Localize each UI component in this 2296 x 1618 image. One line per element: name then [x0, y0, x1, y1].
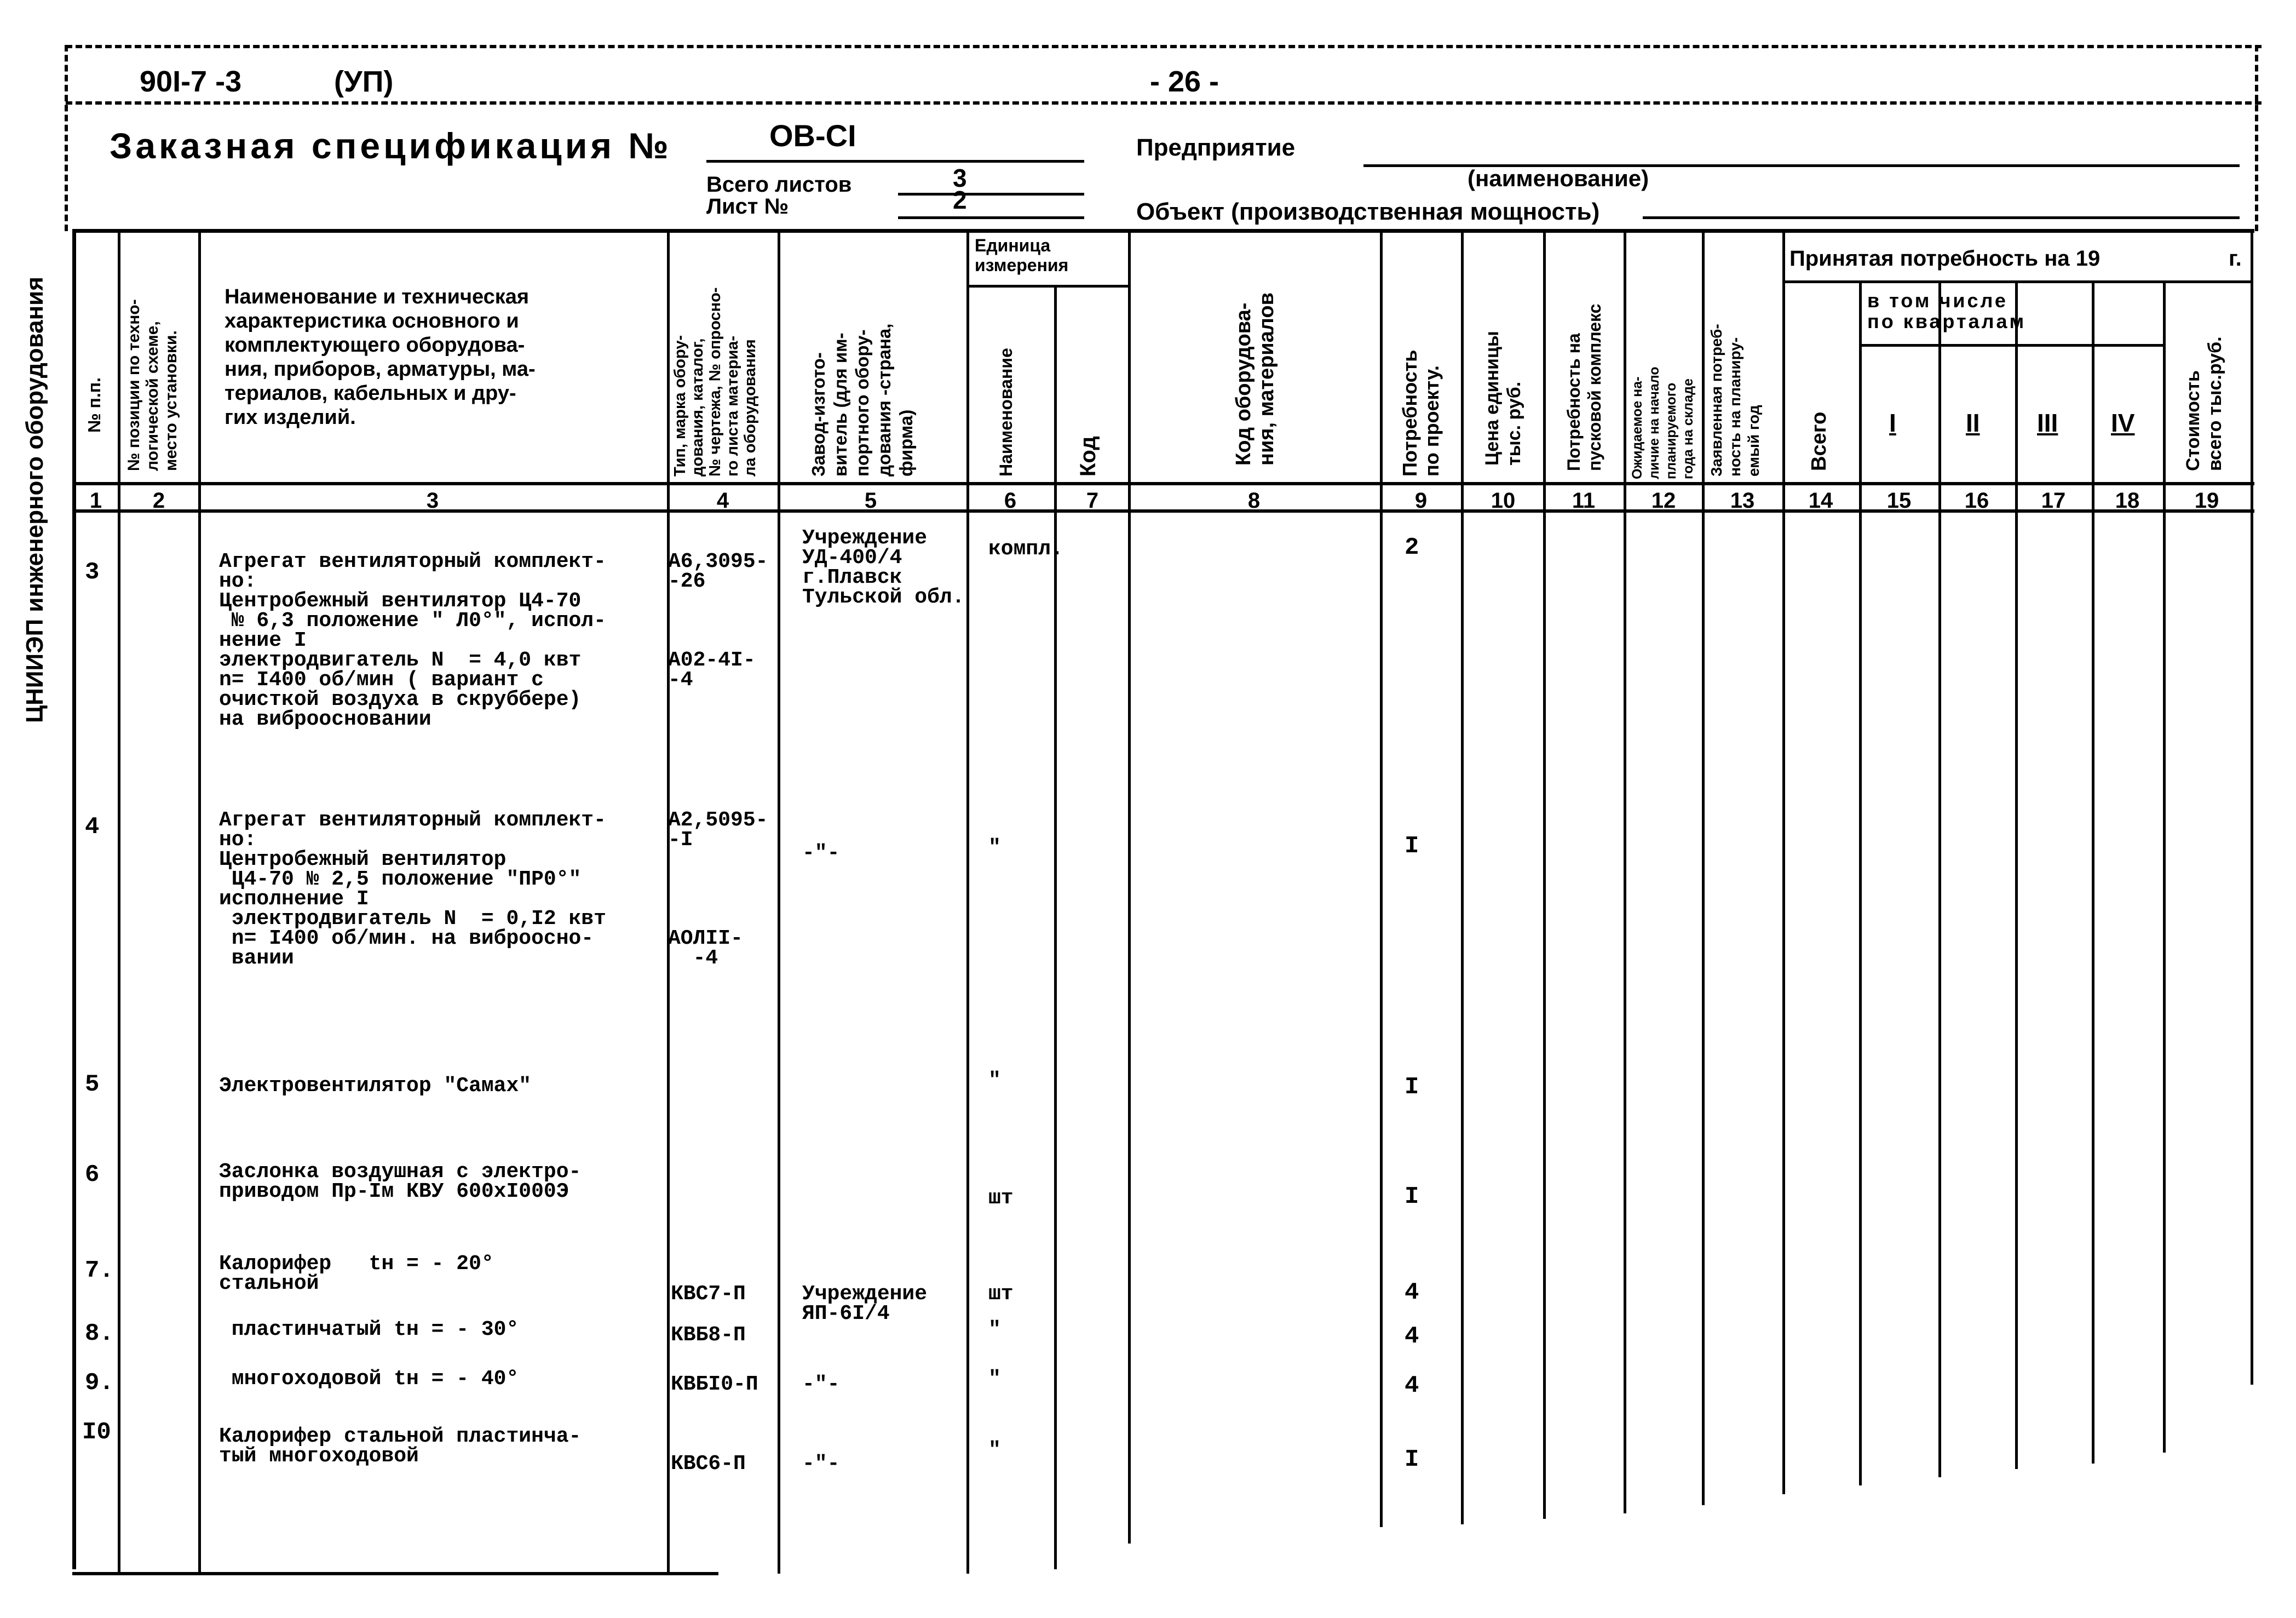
col-header-1: № п.п. — [84, 377, 104, 433]
row-item-name: Агрегат вентиляторный комплект- но: Центробежный вентилятор Ц4-70 № 6,3 положение " Л0°", испол- нение I электродвигатель N = 4,0 квт n= I400 об/мин ( вариант с очисткой воздуха в скруббере) на виброосновании — [219, 550, 606, 731]
quarters-group-header: в том числе по кварталам — [1867, 289, 2027, 332]
col-header-12: Ожидаемое на- личие на начало планируемого года на складе — [1630, 366, 1696, 479]
col-number-11: 11 — [1572, 489, 1596, 513]
col-header-13: Заявленная потреб- ность на планиру- емый год — [1708, 324, 1762, 477]
row-item-unit: " — [988, 1318, 1001, 1341]
row-item-unit: " — [988, 836, 1001, 859]
row-item-qty: 4 — [1405, 1372, 1419, 1399]
col-header-19: Стоимость всего тыс.руб. — [2183, 336, 2225, 471]
row-number: I0 — [82, 1419, 111, 1446]
naming-label: (наименование) — [1468, 165, 1649, 191]
row-item-name: многоходовой tн = - 40° — [219, 1367, 519, 1391]
col-number-8: 8 — [1247, 489, 1261, 513]
row-number: 6 — [85, 1161, 100, 1189]
row-item-name: пластинчатый tн = - 30° — [219, 1318, 519, 1341]
col-number-9: 9 — [1414, 489, 1428, 513]
doc-album: (УП) — [334, 65, 394, 98]
col-header-5: Завод-изгото- витель (для им- портного обору- дования -страна, фирма) — [808, 323, 916, 477]
row-number: 5 — [85, 1071, 100, 1098]
col-number-6: 6 — [1004, 489, 1017, 513]
row-item-unit: " — [988, 1367, 1001, 1391]
row-item-maker: -"- — [802, 1452, 840, 1476]
col-header-6: Наименование — [996, 348, 1016, 477]
row-item-qty: I — [1405, 1446, 1419, 1473]
spec-number: ОВ-СI — [769, 118, 856, 153]
row-item-maker: -"- — [802, 1373, 840, 1396]
row-item-qty: 4 — [1405, 1323, 1419, 1350]
row-number: 8. — [85, 1320, 114, 1347]
row-item-name: Калорифер tн = - 20° стальной — [219, 1252, 494, 1295]
col-number-2: 2 — [152, 489, 165, 513]
row-number: 4 — [85, 813, 100, 841]
row-item-name: Калорифер стальной пластинча- тый многоходовой — [219, 1425, 582, 1468]
row-item-type: КВС6-П — [671, 1452, 746, 1476]
col-number-12: 12 — [1651, 489, 1676, 513]
accepted-header: Принятая потребность на 19 — [1789, 246, 2101, 271]
col-number-7: 7 — [1086, 489, 1099, 513]
row-item-unit: шт — [988, 1282, 1014, 1306]
col-number-1: 1 — [89, 489, 102, 513]
row-item-type: А2,5095- -I АОЛII- -4 — [668, 808, 768, 970]
col-header-8: Код оборудова- ния, материалов — [1232, 292, 1278, 466]
col-header-q2: II — [1966, 409, 1980, 437]
col-header-q4: IV — [2111, 409, 2135, 437]
sheets-total-label: Всего листов — [706, 173, 852, 197]
col-header-q1: I — [1889, 409, 1896, 437]
row-item-name: Заслонка воздушная с электро- приводом Пр-Iм КВУ 600хI000Э — [219, 1160, 582, 1203]
doc-code: 90I-7 -3 — [140, 65, 242, 98]
col-number-14: 14 — [1808, 489, 1833, 513]
row-item-maker: Учреждение ЯП-6I/4 — [802, 1282, 928, 1326]
col-number-5: 5 — [864, 489, 877, 513]
row-item-unit: шт — [988, 1186, 1014, 1210]
row-item-maker: Учреждение УД-400/4 г.Плавск Тульской обл. — [802, 526, 965, 609]
row-item-qty: 2 — [1405, 534, 1419, 561]
col-header-7: Код — [1076, 436, 1100, 477]
unit-group-header: Единица измерения — [975, 236, 1069, 275]
col-number-3: 3 — [426, 489, 439, 513]
col-header-3: Наименование и техническая характеристика основного и комплектующего оборудова- ния, приборов, арматуры, ма- териалов, кабельных и дру- гих изделий. — [225, 285, 536, 429]
col-number-16: 16 — [1964, 489, 1989, 513]
sheets-total: 3 — [953, 164, 967, 192]
row-item-maker: -"- — [802, 841, 840, 865]
sheet-no: 2 — [953, 186, 967, 214]
enterprise-label: Предприятие — [1136, 134, 1296, 161]
col-number-18: 18 — [2115, 489, 2140, 513]
row-item-unit: " — [988, 1069, 1001, 1092]
row-number: 9. — [85, 1369, 114, 1397]
row-item-qty: I — [1405, 1183, 1419, 1210]
col-number-10: 10 — [1491, 489, 1516, 513]
col-header-14: Всего — [1808, 411, 1831, 471]
accepted-suffix: г. — [2229, 246, 2242, 271]
row-item-type: А6,3095- -26 А02-4I- -4 — [668, 550, 768, 692]
row-item-name: Агрегат вентиляторный комплект- но: Центробежный вентилятор Ц4-70 № 2,5 положение "ПР0°" исполнение I электродвигатель N = 0,I2 квт n= I400 об/мин. на виброосно- вании — [219, 808, 606, 970]
col-header-q3: III — [2037, 409, 2058, 437]
row-item-qty: 4 — [1405, 1279, 1419, 1306]
row-item-unit: компл. — [988, 537, 1063, 561]
col-number-19: 19 — [2194, 489, 2219, 513]
page-number: - 26 - — [1150, 65, 1219, 98]
row-item-qty: I — [1405, 833, 1419, 860]
row-number: 3 — [85, 559, 100, 586]
col-header-9: Потребность по проекту. — [1399, 349, 1443, 477]
side-stamp: ЦНИИЭП инженерного оборудования — [21, 277, 48, 723]
col-number-13: 13 — [1730, 489, 1755, 513]
col-header-11: Потребность на пусковой комплекс — [1564, 303, 1604, 471]
sheet-no-label: Лист № — [706, 194, 789, 219]
col-header-10: Цена единицы тыс. руб. — [1482, 331, 1524, 466]
row-item-name: Электровентилятор "Самах" — [219, 1074, 532, 1098]
object-label: Объект (производственная мощность) — [1136, 198, 1600, 225]
row-item-qty: I — [1405, 1074, 1419, 1101]
col-header-2: № позиции по техно- логической схеме, место установки. — [125, 299, 180, 471]
col-number-15: 15 — [1886, 489, 1912, 513]
row-item-type: КВБ8-П — [671, 1323, 746, 1347]
row-item-type: КВС7-П — [671, 1282, 746, 1306]
col-number-4: 4 — [716, 489, 729, 513]
col-number-17: 17 — [2041, 489, 2066, 513]
row-item-unit: " — [988, 1438, 1001, 1462]
page-title: Заказная спецификация № — [110, 125, 672, 166]
row-item-type: КВБI0-П — [671, 1373, 758, 1396]
col-header-4: Тип, марка обору- дования, каталог, № чертежа, № опросно- го листа материа- ла оборудования — [671, 287, 759, 477]
row-number: 7. — [85, 1257, 114, 1284]
